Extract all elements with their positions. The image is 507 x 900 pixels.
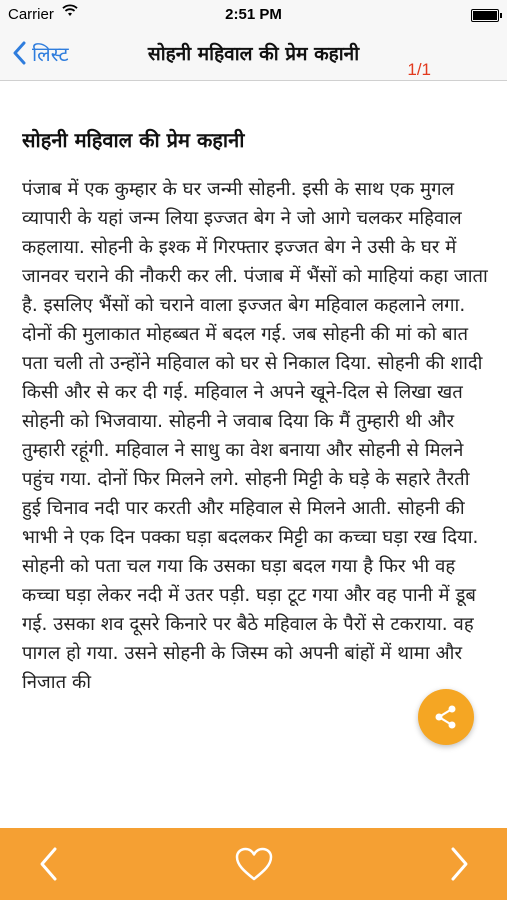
back-button[interactable]	[12, 36, 69, 70]
status-bar	[0, 0, 507, 30]
bottom-toolbar	[0, 828, 507, 900]
favorite-button[interactable]	[232, 842, 276, 886]
chevron-left-icon	[37, 846, 59, 882]
next-button[interactable]	[438, 842, 482, 886]
article-body: पंजाब में एक कुम्हार के घर जन्मी सोहनी. इसी के साथ एक मुगल व्यापारी के यहां जन्म लिया इज्जत बेग ने जो आगे चलकर महिवाल कहलाया. सोहनी के इश्क में गिरफ्तार इज्जत बेग ने उसी के घर में जानवर चराने की नौकरी कर ली. पंजाब में भैंसों को माहियां कहा जाता है. इसलिए भैंसों को चराने वाला इज्जत बेग महिवाल कहलाने लगा. दोनों की मुलाकात मोहब्बत में बदल गई. जब सोहनी की मां को बात पता चली तो उन्होंने महिवाल को घर से निकाल दिया. सोहनी की शादी किसी और से कर दी गई. महिवाल ने अपने खूने-दिल से लिखा खत सोहनी को भिजवाया. सोहनी ने जवाब दिया कि मैं तुम्हारी थी और तुम्हारी रहूंगी. महिवाल ने साधु का वेश बनाया और सोहनी से मिलने पहुंच गया. दोनों फिर मिलने लगे. सोहनी मिट्टी के घड़े के सहारे तैरती हुई चिनाव नदी पार करती और महिवाल से मिलने आती. सोहनी की भाभी ने एक दिन पक्का घड़ा बदलकर मिट्टी का कच्चा घड़ा रख दिया. सोहनी को पता चल गया कि उसका घड़ा बदल गया है फिर भी वह कच्चा घड़ा लेकर नदी में उतर पड़ी. घड़ा टूट गया और वह पानी में डूब गई. उसका शव दूसरे किनारे पर बैठे महिवाल के पैरों से टकराया. वह पागल हो गया. उसने सोहनी के जिस्म को अपनी बांहों में थामा और निजात की	[22, 179, 488, 693]
status-time: 2:51 PM	[225, 6, 282, 23]
carrier-label: Carrier	[8, 6, 54, 23]
share-button[interactable]	[418, 689, 474, 745]
chevron-left-icon	[12, 41, 26, 65]
article-title: सोहनी महिवाल की प्रेम कहानी	[22, 128, 245, 152]
previous-button[interactable]	[26, 842, 70, 886]
chevron-right-icon	[449, 846, 471, 882]
page-indicator: 1/1	[407, 60, 431, 79]
navigation-bar	[0, 30, 507, 81]
page-title: सोहनी महिवाल की प्रेम कहानी	[147, 43, 360, 65]
share-icon	[433, 704, 459, 730]
back-label: लिस्ट	[32, 41, 69, 66]
heart-outline-icon	[234, 846, 274, 882]
battery-icon	[471, 9, 499, 22]
